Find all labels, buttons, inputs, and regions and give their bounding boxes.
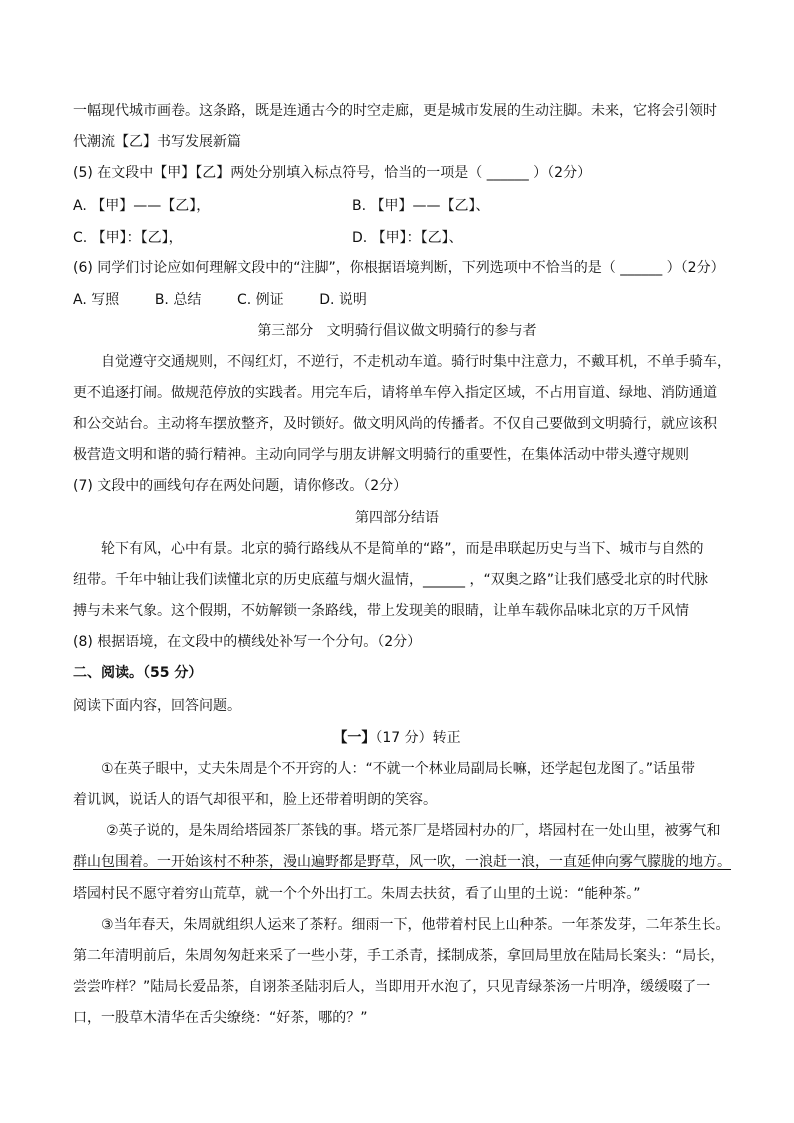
text-line: ①在英子眼中，丈夫朱周是个不开窍的人：“不就一个林业局副局长嘛，还学起包龙图了。”话虽带 (101, 761, 696, 777)
option-b: B. 【甲】——【乙】、 (352, 198, 490, 214)
passage-title-mark: 【一】 (333, 730, 376, 746)
text-line: 一幅现代城市画卷。这条路，既是连通古今的时空走廊，更是城市发展的生动注脚。未来，它将会引领时 (73, 103, 717, 119)
text-line: 纽带。千年中轴让我们读懂北京的历史底蕴与烟火温情，______ ，“双奥之路”让我们感受北京的时代脉 (73, 572, 708, 588)
text-line: 和公交站台。主动将车摆放整齐，及时锁好。做文明风尚的传播者。不仅自己要做到文明骑行，就应该积 (73, 416, 717, 432)
passage-title (0, 728, 794, 748)
instruction: 阅读下面内容，回答问题。 (73, 698, 241, 714)
section-heading: 二、阅读。（55 分） (73, 665, 203, 681)
question-stem: (5) 在文段中【甲】【乙】两处分别填入标点符号，恰当的一项是（ ______ ）（2分） (73, 165, 592, 181)
text-line: 搏与未来气象。这个假期，不妨解锁一条路线，带上发现美的眼睛，让单车载你品味北京的万千风情 (73, 603, 689, 619)
option-d: D. 【甲】：【乙】、 (352, 230, 463, 246)
text-line: 极营造文明和谐的骑行精神。主动向同学与朋友讲解文明骑行的重要性，在集体活动中带头遵守规则 (73, 447, 689, 463)
section-title: 第三部分 文明骑行倡议做文明骑行的参与者 (257, 323, 537, 339)
text-line: 自觉遵守交通规则，不闯红灯，不逆行，不走机动车道。骑行时集中注意力，不戴耳机，不单手骑车， (101, 354, 731, 370)
options-row: A. 写照 B. 总结 C. 例证 D. 说明 (73, 292, 367, 308)
text-line: ②英子说的，是朱周给塔园茶厂茶钱的事。塔元茶厂是塔园村办的厂，塔园村在一处山里，被雾气和 (106, 823, 721, 839)
text-line: 第二年清明前后，朱周匆匆赶来采了一些小芽，手工杀青，揉制成茶，拿回局里放在陆局长案头：“局长， (73, 948, 725, 964)
text-line: ③当年春天，朱周就组织人运来了茶籽。细雨一下，他带着村民上山种茶。一年茶发芽，二年茶生长。 (101, 917, 730, 933)
text-line: 代潮流【乙】书写发展新篇 (73, 134, 241, 150)
question-stem: (6) 同学们讨论应如何理解文段中的“注脚”，你根据语境判断，下列选项中不恰当的是（ ______ ）（2分） (73, 260, 725, 276)
text-line: 着讥讽，说话人的语气却很平和，脸上还带着明朗的笑容。 (73, 792, 437, 808)
question-stem: (8) 根据语境，在文段中的横线处补写一个分句。（2分） (73, 634, 422, 650)
question-stem: (7) 文段中的画线句存在两处问题，请你修改。（2分） (73, 478, 408, 494)
text-line: 塔园村民不愿守着穷山荒草，就一个个外出打工。朱周去扶贫，看了山里的土说：“能种茶。” (73, 886, 641, 902)
text-line: 更不追逐打闹。做规范停放的实践者。用完车后，请将单车停入指定区域，不占用盲道、绿地、消防通道 (73, 385, 717, 401)
text-line: 尝尝咋样？”陆局长爱品茶，自诩茶圣陆羽后人，当即用开水泡了，只见青绿茶汤一片明净，缓缓啜了一 (73, 979, 711, 995)
section-title: 第四部分结语 (355, 510, 439, 526)
underlined-sentence: 群山包围着。一开始该村不种茶，漫山遍野都是野草，风一吹，一浪赶一浪，一直延伸向雾气朦胧的地方。 (73, 854, 731, 870)
option-c: C. 【甲】：【乙】， (73, 230, 183, 246)
text-line: 轮下有风，心中有景。北京的骑行路线从不是简单的“路”，而是串联起历史与当下、城市与自然的 (101, 541, 704, 557)
passage-title-text: （17 分）转正 (375, 730, 461, 746)
text-line: 口，一股草木清华在舌尖缭绕：“好茶，哪的？” (73, 1010, 368, 1026)
option-a: A. 【甲】——【乙】， (73, 198, 211, 214)
